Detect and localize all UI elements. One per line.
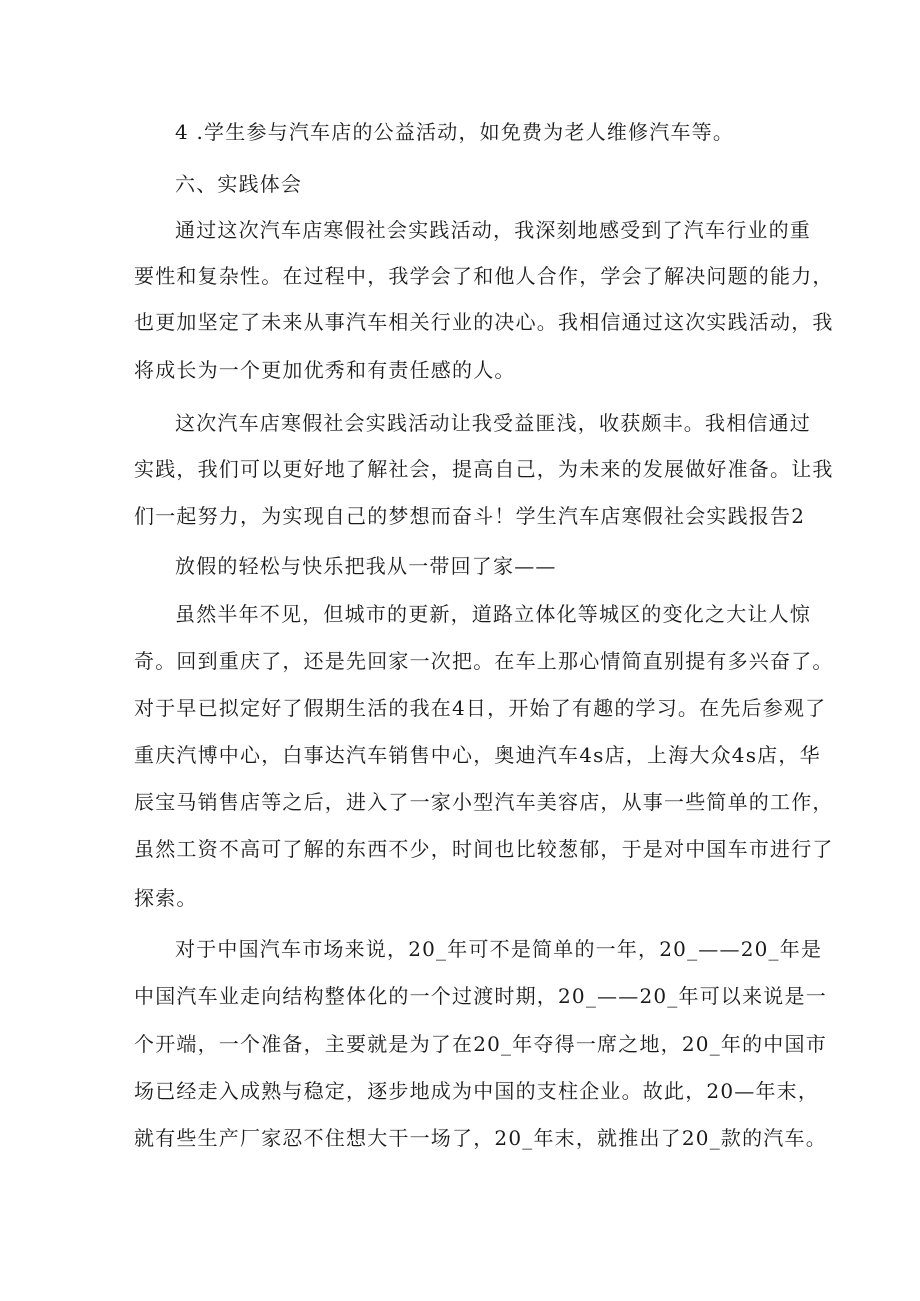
line-text: 放假的轻松与快乐把我从一带回了家——	[175, 554, 557, 578]
line-text: 个开端，一个准备，主要就是为了在20_年夺得一席之地，20_年的中国市	[134, 1032, 827, 1056]
line-text: 4 .学生参与汽车店的公益活动，如免费为老人维修汽车等。	[175, 120, 735, 144]
line-text: 辰宝马销售店等之后，进入了一家小型汽车美容店，从事一些简单的工作，	[134, 790, 834, 814]
section-heading: 六、实践体会	[175, 172, 303, 196]
line-text: 中国汽车业走向结构整体化的一个过渡时期，20_——20_年可以来说是一	[134, 984, 827, 1008]
line-text: 虽然半年不见，但城市的更新，道路立体化等城区的变化之大让人惊	[175, 602, 811, 626]
line-text: 奇。回到重庆了，还是先回家一次把。在车上那心情简直别提有多兴奋了。	[134, 649, 834, 673]
line-text: 重庆汽博中心，白事达汽车销售中心，奥迪汽车4s店，上海大众4s店，华	[134, 743, 821, 767]
line-text: 这次汽车店寒假社会实践活动让我受益匪浅，收获颇丰。我相信通过	[175, 411, 811, 435]
line-text: 场已经走入成熟与稳定，逐步地成为中国的支柱企业。故此，20—年末，	[134, 1079, 820, 1103]
line-text: 们一起努力，为实现自己的梦想而奋斗！学生汽车店寒假社会实践报告2	[134, 504, 806, 528]
line-text: 要性和复杂性。在过程中，我学会了和他人合作，学会了解决问题的能力，	[134, 264, 834, 288]
line-text: 对于中国汽车市场来说，20_年可不是简单的一年，20_——20_年是	[175, 937, 823, 961]
line-text: 对于早已拟定好了假期生活的我在4日，开始了有趣的学习。在先后参观了	[134, 696, 827, 720]
line-text: 实践，我们可以更好地了解社会，提高自己，为未来的发展做好准备。让我	[134, 457, 834, 481]
line-text: 通过这次汽车店寒假社会实践活动，我深刻地感受到了汽车行业的重	[175, 218, 811, 242]
line-text: 将成长为一个更加优秀和有责任感的人。	[134, 358, 516, 382]
line-text: 就有些生产厂家忍不住想大干一场了，20_年末，就推出了20_款的汽车。	[134, 1126, 827, 1150]
line-text: 探索。	[134, 886, 198, 910]
line-text: 也更加坚定了未来从事汽车相关行业的决心。我相信通过这次实践活动，我	[134, 310, 834, 334]
line-text: 虽然工资不高可了解的东西不少，时间也比较葱郁，于是对中国车市进行了	[134, 837, 834, 861]
